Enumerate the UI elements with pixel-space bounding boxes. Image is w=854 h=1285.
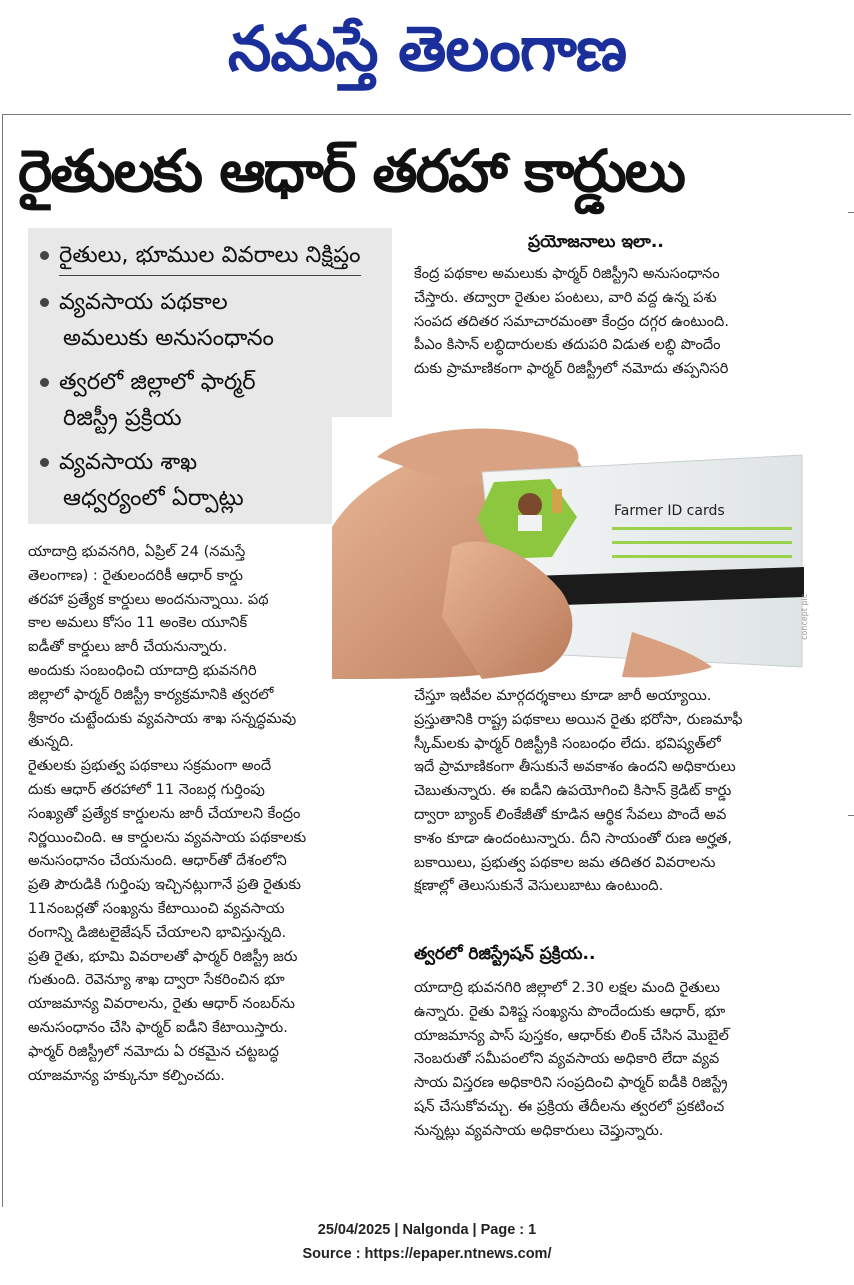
left-column-line: ఫార్మర్ రిజిస్ట్రీలో నమోదు ఏ రకమైన చట్టబద్ధ	[28, 1042, 279, 1060]
headline: రైతులకు ఆధార్ తరహా కార్డులు	[18, 137, 684, 205]
left-column-line: శ్రీకారం చుట్టేందుకు వ్యవసాయ శాఖ సన్నద్ధమవు	[28, 709, 297, 727]
footer-source: Source : https://epaper.ntnews.com/	[302, 1246, 552, 1262]
right-column-line: క్షణాల్లో తెలుసుకునే వెసులుబాటు ఉంటుంది.	[414, 877, 664, 895]
left-column-line: 11నంబర్లతో సంఖ్యను కేటాయించి వ్యవసాయ	[28, 899, 285, 917]
registration-column	[414, 976, 824, 1143]
left-column-line: జిల్లాలో ఫార్మర్ రిజిస్ట్రీ కార్యక్రమానికి త్వరలో	[28, 685, 274, 703]
bullet-icon	[40, 378, 49, 387]
registration-line: యాజమాన్య పాస్ పుస్తకం, ఆధార్‌కు లింక్ చేసిన మొబైల్	[414, 1026, 729, 1044]
right-column-line: ద్వారా బ్యాంక్ లింకేజీతో కూడిన ఆర్థిక సేవలు పొందే అవ	[414, 805, 727, 823]
left-column-line: అనుసంధానం చేసి ఫార్మర్ ఐడీని కేటాయిస్తారు.	[28, 1018, 288, 1036]
left-column-line: కాల అమలు కోసం 11 అంకెల యూనిక్	[28, 614, 248, 632]
right-column-line: కాశం కూడా ఉందంటున్నారు. దీని సాయంతో రుణ అర్హత,	[414, 829, 733, 847]
registration-line: యాదాద్రి భువనగిరి జిల్లాలో 2.30 లక్షల మంది రైతులు	[414, 979, 720, 996]
highlight-4: వ్యవసాయ శాఖ	[40, 442, 197, 482]
registration-line: ఉన్నారు. రైతు విశిష్ట సంఖ్యను పొందేందుకు ఆధార్, భూ	[414, 1002, 726, 1020]
left-column-line: యాజమాన్య వివరాలను, రైతు ఆధార్ నంబర్‌ను	[28, 995, 295, 1013]
left-column-line: యాజమాన్య హక్కునూ కల్పించదు.	[28, 1066, 225, 1084]
registration-line: షన్ చేసుకోవచ్చు. ఈ ప్రక్రియ తేదీలను త్వరలో ప్రకటించ	[414, 1097, 725, 1115]
left-column-line: సంఖ్యతో ప్రత్యేక కార్డులను జారీ చేయాలని కేంద్రం	[28, 804, 301, 822]
benefits-line: దుకు ప్రామాణికంగా ఫార్మర్ రిజిస్ట్రీలో నమోదు తప్పనిసరి	[414, 360, 729, 378]
left-column-line: రంగాన్ని డిజిటలైజేషన్ చేయాలని భావిస్తున్నది.	[28, 923, 287, 941]
right-column-line: స్కీమ్‌లకు ఫార్మర్ రిజిస్ట్రీకి సంబంధం లేదు. భవిష్యత్‌లో	[414, 734, 721, 752]
highlight-3: త్వరలో జిల్లాలో ఫార్మర్	[40, 362, 256, 402]
left-column-line: ఐడీతో కార్డులు జారీ చేయనున్నారు.	[28, 638, 228, 656]
benefits-line: కేంద్ర పథకాల అమలుకు ఫార్మర్ రిజిస్ట్రీని అనుసంధానం	[414, 265, 720, 282]
highlight-2: వ్యవసాయ పథకాల	[40, 282, 228, 322]
right-column-line: ప్రస్తుతానికి రాష్ట్ర పథకాలు అయిన రైతు భరోసా, రుణమాఫీ	[414, 710, 743, 728]
bullet-icon	[40, 298, 49, 307]
highlight-3-line-2: రిజిస్ట్రీ ప్రక్రియ	[63, 405, 182, 431]
highlight-4-line-2: ఆధ్వర్యంలో ఏర్పాట్లు	[63, 485, 244, 511]
registration-line: నున్నట్లు వ్యవసాయ అధికారులు చెప్తున్నారు.	[414, 1121, 664, 1139]
farmer-id-card-photo	[332, 417, 852, 682]
highlight-2-line-2: అమలుకు అనుసంధానం	[63, 325, 274, 351]
masthead-logo: నమస్తే తెలంగాణ	[227, 12, 627, 85]
benefits-column	[414, 262, 824, 381]
photo-caption: concept pic	[800, 593, 809, 640]
right-column-line: చేస్తూ ఇటీవల మార్గదర్శకాలు కూడా జారీ అయ్యాయి.	[414, 687, 712, 704]
left-column-line: నిర్ణయించింది. ఆ కార్డులను వ్యవసాయ పథకాలకు	[28, 828, 307, 846]
bullet-icon	[40, 458, 49, 467]
left-column-line: యాదాద్రి భువనగిరి, ఏప్రిల్ 24 (నమస్తే	[28, 543, 246, 560]
left-column-line: తున్నది.	[28, 733, 74, 751]
farmer-id-card-illustration	[332, 417, 852, 682]
masthead	[0, 0, 854, 100]
benefits-line: సంపద తదితర సమాచారమంతా కేంద్రం దగ్గర ఉంటుంది.	[414, 312, 729, 330]
footer-date: 25/04/2025 | Nalgonda | Page : 1	[317, 1222, 537, 1238]
right-column-line: ఇదే ప్రామాణికంగా తీసుకునే అవకాశం ఉందని అధికారులు	[414, 758, 736, 776]
card-title: Farmer ID cards	[614, 503, 725, 519]
highlight-1: రైతులు, భూముల వివరాలు నిక్షిప్తం	[40, 235, 361, 276]
left-column-line: గుతుంది. రెవెన్యూ శాఖ ద్వారా సేకరించిన భూ	[28, 971, 285, 989]
left-column-line: ప్రతి రైతు, భూమి వివరాలతో ఫార్మర్ రిజిస్ట్రీ జరు	[28, 947, 298, 965]
left-column-line: తరహా ప్రత్యేక కార్డులు అందనున్నాయి. పథ	[28, 590, 269, 608]
benefits-line: పీఎం కిసాన్ లబ్ధిదారులకు తదుపరి విడుత లబ్ధి పొందేం	[414, 336, 721, 354]
left-column-line: దుకు ఆధార్ తరహాలో 11 నెంబర్ల గుర్తింపు	[28, 780, 265, 798]
registration-line: నెంబరుతో సమీపంలోని వ్యవసాయ అధికారి లేదా వ్యవ	[414, 1050, 720, 1068]
right-column-line: చెబుతున్నారు. ఈ ఐడీని ఉపయోగించి కిసాన్ క్రెడిట్ కార్డు	[414, 782, 732, 800]
left-column-line: ప్రతి పౌరుడికి గుర్తింపు ఇచ్చినట్లుగానే ప్రతి రైతుకు	[28, 876, 301, 894]
left-column-line: అనుసంధానం చేయనుంది. ఆధార్‌తో దేశంలోని	[28, 852, 287, 870]
bullet-icon	[40, 251, 49, 260]
registration-line: సాయ విస్తరణ అధికారిని సంప్రదించి ఫార్మర్ ఐడీకి రిజిస్ట్రే	[414, 1074, 728, 1092]
left-column-line: రైతులకు ప్రభుత్వ పథకాలు సక్రమంగా అందే	[28, 757, 272, 775]
margin-mark	[848, 815, 854, 816]
registration-subhead: త్వరలో రిజిస్ట్రేషన్ ప్రక్రియ..	[414, 944, 596, 964]
left-column-line: అందుకు సంబంధించి యాదాద్రి భువనగిరి	[28, 661, 257, 679]
benefits-subhead: ప్రయోజనాలు ఇలా..	[528, 232, 664, 252]
left-column-line: తెలంగాణ) : రైతులందరికీ ఆధార్ కార్డు	[28, 566, 243, 584]
benefits-line: చేస్తారు. తద్వారా రైతుల పంటలు, వారి వద్ద ఉన్న పశు	[414, 288, 717, 306]
right-column	[414, 684, 824, 898]
right-column-line: బకాయిలు, ప్రభుత్వ పథకాల జమ తదితర వివరాలను	[414, 853, 716, 871]
margin-mark	[848, 212, 854, 213]
